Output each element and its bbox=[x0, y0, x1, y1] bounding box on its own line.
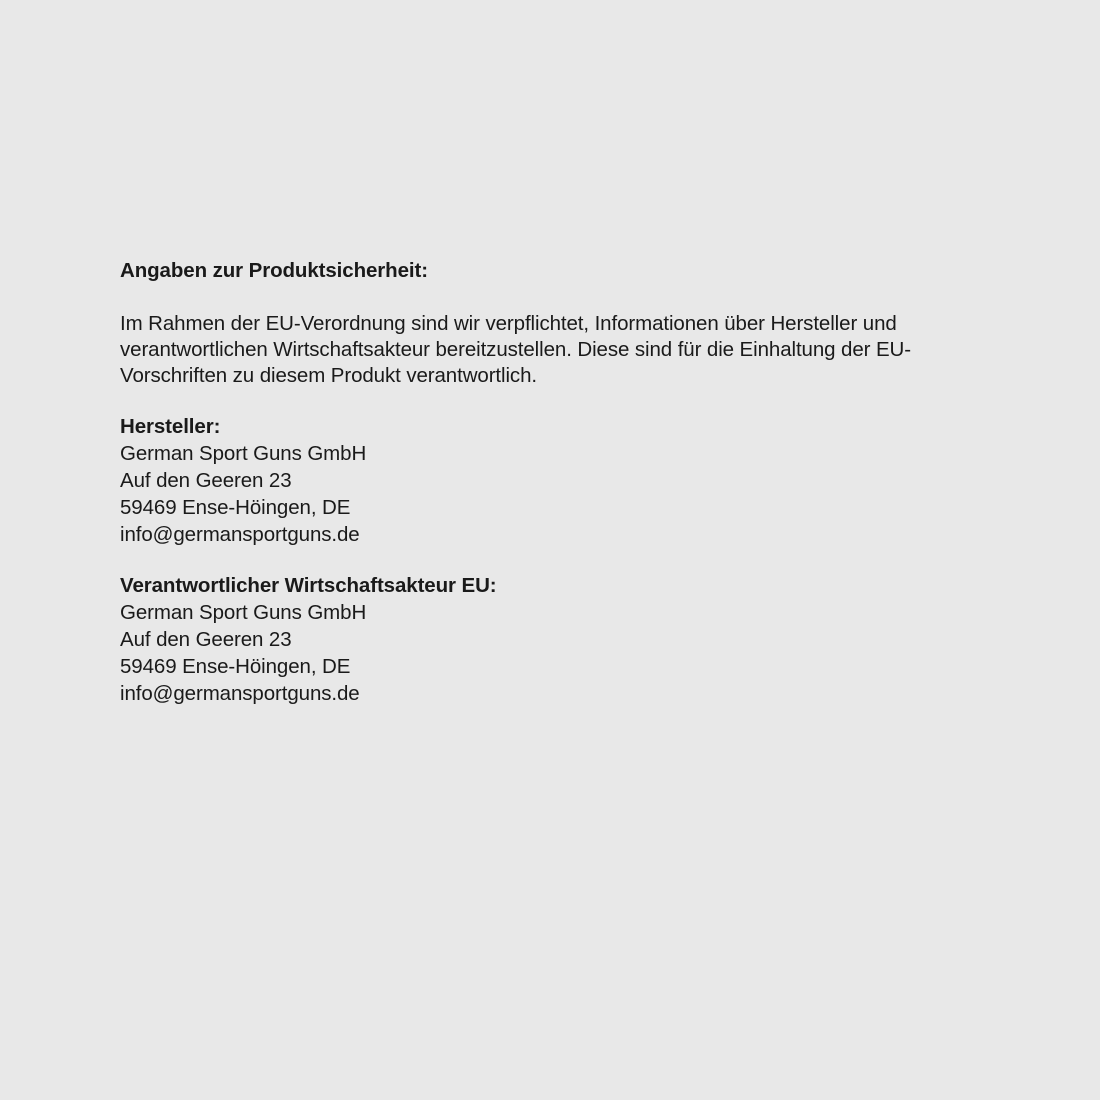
intro-paragraph: Im Rahmen der EU-Verordnung sind wir verpflichtet, Informationen über Hersteller und verantwortlichen Wirtschaftsakteur bereitzustellen. Diese sind für die Einhaltung der EU-Vorschriften zu diesem Produkt verantwortlich. bbox=[120, 311, 911, 387]
manufacturer-title: Hersteller: bbox=[120, 414, 221, 438]
responsible-operator-block bbox=[120, 572, 980, 707]
spacer-after-intro bbox=[120, 389, 980, 413]
page-title: Angaben zur Produktsicherheit: bbox=[120, 259, 428, 282]
spacer-after-title bbox=[120, 285, 980, 311]
responsible-operator-company: German Sport Guns GmbH bbox=[120, 600, 367, 624]
spacer-after-manufacturer bbox=[120, 548, 980, 572]
manufacturer-street: Auf den Geeren 23 bbox=[120, 468, 292, 492]
responsible-operator-title: Verantwortlicher Wirtschaftsakteur EU: bbox=[120, 573, 497, 597]
manufacturer-email: info@germansportguns.de bbox=[120, 522, 360, 546]
responsible-operator-email: info@germansportguns.de bbox=[120, 681, 360, 705]
manufacturer-block bbox=[120, 413, 980, 548]
responsible-operator-street: Auf den Geeren 23 bbox=[120, 627, 292, 651]
manufacturer-company: German Sport Guns GmbH bbox=[120, 441, 367, 465]
responsible-operator-city: 59469 Ense-Höingen, DE bbox=[120, 654, 351, 678]
manufacturer-city: 59469 Ense-Höingen, DE bbox=[120, 495, 351, 519]
product-safety-content bbox=[120, 258, 980, 707]
